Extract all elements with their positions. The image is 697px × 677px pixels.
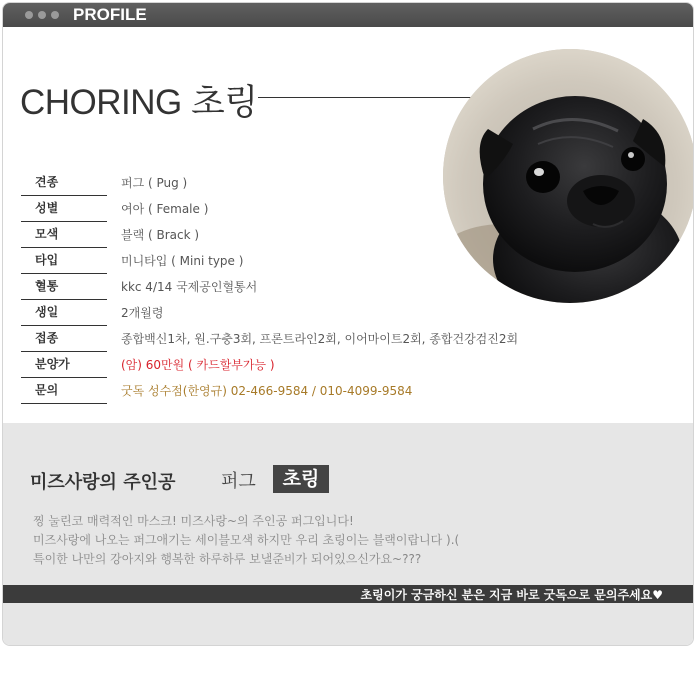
info-row-color	[21, 223, 641, 249]
info-value: 미니타입 ( Mini type )	[121, 254, 244, 268]
promo-line: 특이한 나만의 강아지와 행복한 하루하루 보낼준비가 되어있으신가요~???	[33, 552, 422, 566]
cta-banner[interactable]	[3, 585, 693, 603]
info-value: 블랙 ( Brack )	[121, 228, 200, 242]
info-value: 2개월령	[121, 306, 164, 320]
info-label: 분양가	[21, 353, 107, 378]
dot-icon	[25, 11, 33, 19]
info-row-vaccination	[21, 327, 641, 353]
dot-icon	[51, 11, 59, 19]
promo-line: 찡 눌린코 매력적인 마스크! 미즈사랑~의 주인공 퍼그입니다!	[33, 514, 354, 528]
promo-line: 미즈사랑에 나오는 퍼그애기는 세이블모색 하지만 우리 초링이는 블랙이랍니다 ).(	[33, 533, 460, 547]
window-dots	[25, 11, 59, 19]
promo-name-badge: 초링	[273, 465, 329, 493]
info-value-contact[interactable]: 굿독 성수점(한영규) 02-466-9584 / 010-4099-9584	[121, 384, 413, 398]
info-row-type	[21, 249, 641, 275]
cta-text: 초링이가 궁금하신 분은 지금 바로 굿독으로 문의주세요♥	[360, 588, 663, 602]
info-label: 혈통	[21, 275, 107, 300]
info-label: 접종	[21, 327, 107, 352]
promo-description	[33, 512, 459, 569]
info-row-sex	[21, 197, 641, 223]
promo-section	[3, 423, 693, 646]
promo-title: 미즈사랑의 주인공	[30, 472, 176, 493]
info-row-breed	[21, 171, 641, 197]
title-divider	[258, 97, 473, 98]
dot-icon	[38, 11, 46, 19]
info-label: 생일	[21, 301, 107, 326]
info-row-pedigree	[21, 275, 641, 301]
info-table	[21, 171, 641, 405]
dog-name-title: CHORING 초링	[20, 83, 258, 122]
info-row-contact	[21, 379, 641, 405]
info-value: 종합백신1차, 원.구충3회, 프론트라인2회, 이어마이트2회, 종합건강검진2회	[121, 332, 519, 346]
info-value-price: (암) 60만원 ( 카드할부가능 )	[121, 358, 275, 372]
info-row-price	[21, 353, 641, 379]
profile-card	[2, 2, 694, 646]
info-row-birth	[21, 301, 641, 327]
info-label: 견종	[21, 171, 107, 196]
header-title: PROFILE	[73, 5, 147, 24]
info-label: 타입	[21, 249, 107, 274]
info-value: 여아 ( Female )	[121, 202, 209, 216]
header-bar	[3, 3, 693, 27]
info-label: 성별	[21, 197, 107, 222]
info-label: 문의	[21, 379, 107, 404]
info-value: kkc 4/14 국제공인혈통서	[121, 280, 258, 294]
info-value: 퍼그 ( Pug )	[121, 176, 188, 190]
promo-breed: 퍼그	[221, 471, 256, 492]
info-label: 모색	[21, 223, 107, 248]
